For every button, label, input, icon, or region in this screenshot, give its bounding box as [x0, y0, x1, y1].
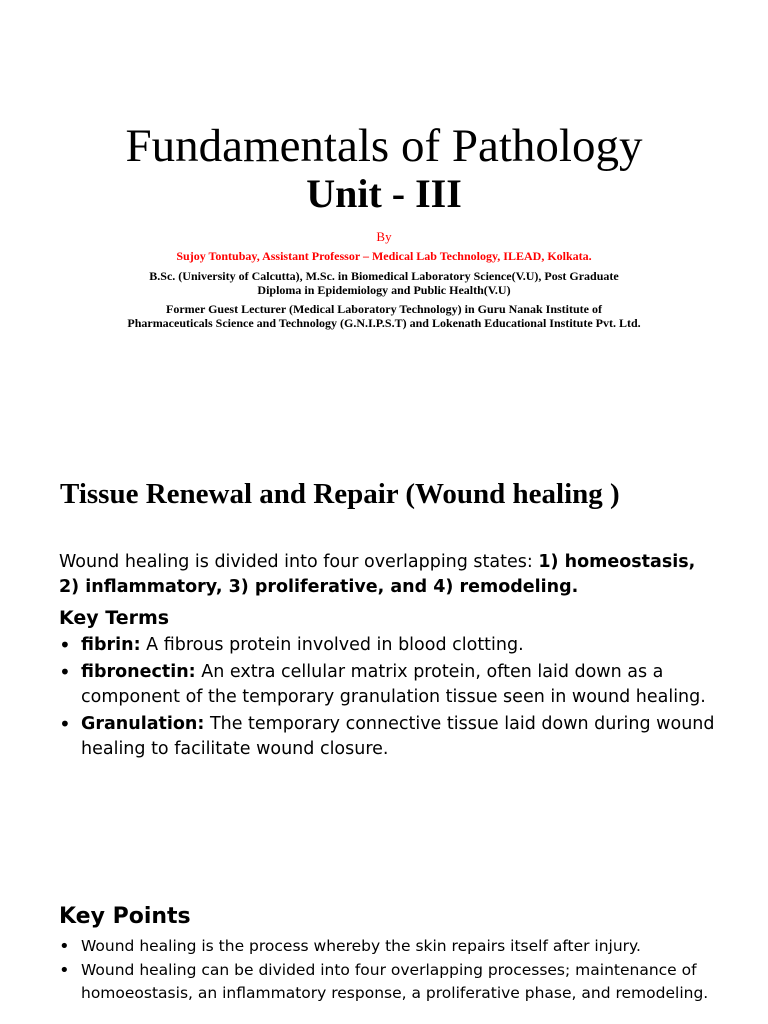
qualification-line: B.Sc. (University of Calcutta), M.Sc. in Biomedical Laboratory Science(V.U), Post Graduate [149, 269, 619, 283]
term-definition: An extra cellular matrix protein, often laid down as a component of the temporary granulation tissue seen in wound healing. [81, 662, 706, 707]
intro-stages: 1) homeostasis, 2) inflammatory, 3) proliferative, and 4) remodeling. [59, 552, 696, 597]
term-definition: The temporary connective tissue laid down during wound healing to facilitate wound closure. [81, 714, 715, 759]
term-name: Granulation: [81, 714, 205, 734]
intro-paragraph [59, 550, 719, 600]
former-position-block [0, 302, 768, 330]
key-term-item [59, 712, 719, 762]
former-position-line: Pharmaceuticals Science and Technology (G.N.I.P.S.T) and Lokenath Educational Institute Pvt. Ltd. [127, 316, 641, 330]
former-position-line: Former Guest Lecturer (Medical Laboratory Technology) in Guru Nanak Institute of [166, 302, 602, 316]
key-term-item [59, 633, 719, 658]
qualification-line: Diploma in Epidemiology and Public Health(V.U) [257, 283, 511, 297]
document-title: Fundamentals of Pathology [125, 120, 643, 172]
key-term-item [59, 660, 719, 710]
qualification-block [0, 269, 768, 297]
by-label: By [376, 229, 392, 244]
term-name: fibronectin: [81, 662, 196, 682]
key-terms-heading: Key Terms [59, 607, 170, 629]
key-point-item: • Wound healing is the process whereby the skin repairs itself after injury. [59, 935, 719, 958]
section-title: Tissue Renewal and Repair (Wound healing ) [60, 478, 620, 510]
key-points-heading: Key Points [59, 904, 191, 929]
key-points-list [59, 935, 719, 1006]
term-name: fibrin: [81, 635, 141, 655]
key-point-item: • Wound healing can be divided into four overlapping processes; maintenance of homoeostasis, an inflammatory response, a proliferative phase, and remodeling. [59, 959, 719, 1005]
intro-text: Wound healing is divided into four overlapping states: [59, 552, 539, 572]
key-terms-list [59, 633, 719, 764]
term-definition: A fibrous protein involved in blood clotting. [140, 635, 524, 655]
author-line: Sujoy Tontubay, Assistant Professor – Medical Lab Technology, ILEAD, Kolkata. [176, 249, 592, 263]
unit-heading: Unit - III [306, 171, 462, 216]
